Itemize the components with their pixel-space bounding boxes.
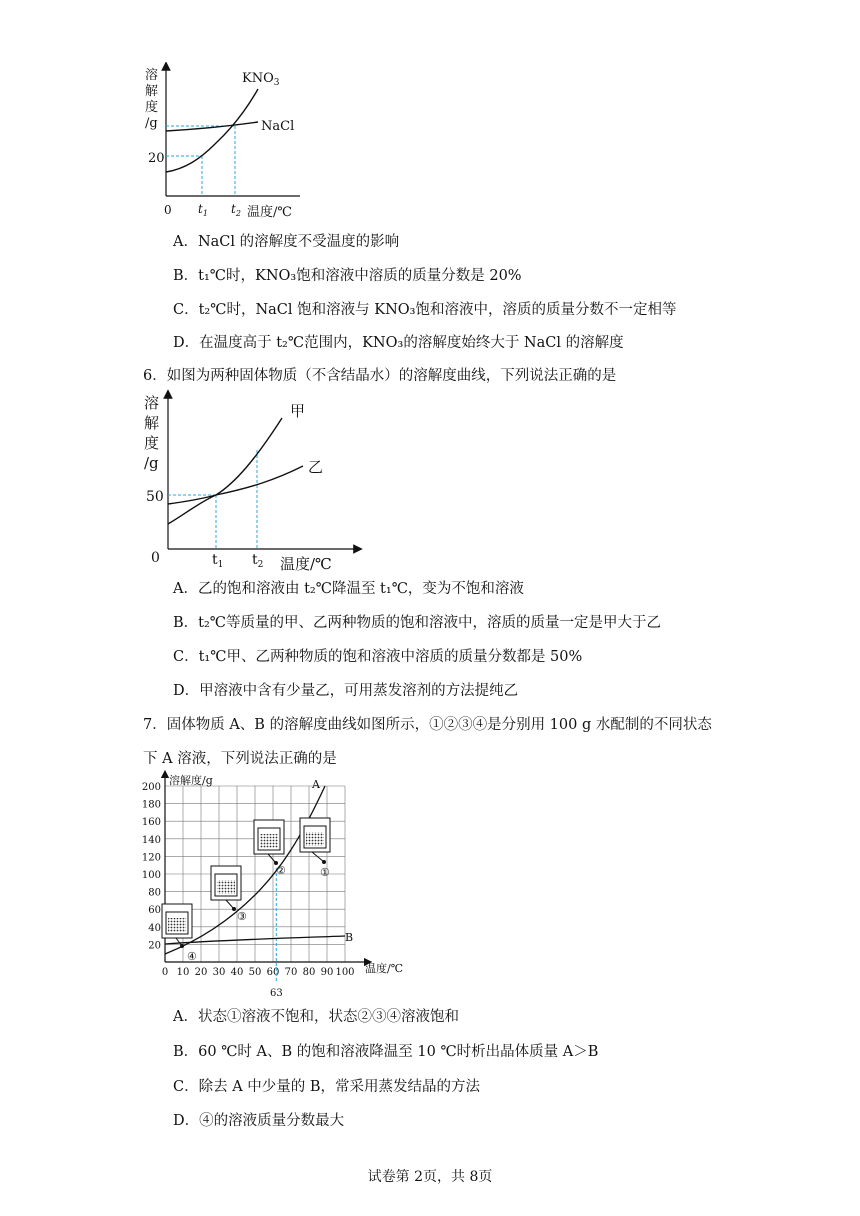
q6-option-a: A．乙的饱和溶液由 t₂℃降温至 t₁℃，变为不饱和溶液 (173, 581, 524, 597)
series-label-nacl: NaCl (261, 119, 295, 134)
q7-stem-line-2: 下 A 溶液，下列说法正确的是 (143, 751, 337, 767)
x-tick-label: 0 (161, 967, 169, 978)
q7-stem-line-1: 7．固体物质 A、B 的溶解度曲线如图所示，①②③④是分别用 100 g 水配制的不同状态 (143, 717, 712, 733)
y-tick-label: 160 (141, 817, 161, 829)
state-label-1: ① (320, 866, 330, 879)
y-axis-label-1: 溶 (144, 394, 160, 412)
q7-option-d: D．④的溶液质量分数最大 (173, 1113, 345, 1129)
figure-1-solubility-chart (140, 62, 310, 222)
y-axis-label-2: 解 (145, 84, 159, 99)
x-tick-label: 90 (320, 967, 334, 978)
y-tick-label: 60 (148, 905, 161, 917)
beaker-state-2 (254, 820, 286, 877)
q5-option-a: A．NaCl 的溶解度不受温度的影响 (173, 234, 400, 250)
y-tick-label: 100 (141, 870, 161, 881)
q7-option-b: B．60 ℃时 A、B 的饱和溶液降温至 10 ℃时析出晶体质量 A＞B (173, 1044, 599, 1060)
x-tick-label: 10 (176, 967, 190, 978)
x-tick-label: 60 (266, 967, 280, 978)
x-tick-label: 20 (194, 967, 208, 978)
q6-option-d: D．甲溶液中含有少量乙，可用蒸发溶剂的方法提纯乙 (173, 683, 519, 699)
q6-option-b: B．t₂℃等质量的甲、乙两种物质的饱和溶液中，溶质的质量一定是甲大于乙 (173, 615, 662, 631)
y-axis-label-3: 度 (145, 100, 159, 115)
y-tick-label: 20 (148, 940, 161, 952)
q7-option-a: A．状态①溶液不饱和，状态②③④溶液饱和 (173, 1009, 459, 1025)
beaker-state-3 (211, 866, 247, 923)
x-tick-label: 40 (230, 967, 244, 978)
jia-curve (168, 418, 282, 524)
q6-option-c: C．t₁℃甲、乙两种物质的饱和溶液中溶质的质量分数都是 50% (173, 649, 583, 665)
y-tick-20: 20 (148, 151, 165, 166)
x-axis-label: 温度/℃ (280, 555, 332, 573)
yi-curve (168, 466, 303, 504)
x-axis-label: 温度/℃ (365, 962, 404, 975)
y-tick-label: 140 (141, 834, 161, 846)
series-label-yi: 乙 (308, 458, 324, 476)
beaker-state-1 (300, 818, 330, 879)
page-footer: 试卷第 2页，共 8页 (367, 1169, 493, 1185)
origin-label: 0 (164, 203, 172, 217)
y-axis-label: 溶解度/g (169, 774, 213, 787)
y-axis-label-4: /g (145, 116, 158, 131)
series-label-a: A (312, 778, 320, 791)
state-label-3: ③ (237, 910, 247, 923)
x-tick-t2: $t_2$ (252, 552, 264, 570)
y-tick-label: 80 (148, 887, 161, 899)
state-label-2: ② (276, 864, 286, 877)
figure-2-solubility-chart (140, 388, 370, 576)
series-label-jia: 甲 (290, 402, 306, 420)
x-axis-label: 温度/℃ (247, 205, 292, 220)
x-tick-t1: $t_1$ (212, 552, 224, 570)
x-tick-label: 100 (335, 967, 355, 978)
x-tick-label: 80 (302, 967, 316, 978)
y-axis-label-2: 解 (144, 414, 160, 432)
y-tick-labels (142, 782, 161, 951)
x-tick-t1: $t_1$ (198, 202, 208, 218)
figure-3-solubility-chart (140, 770, 420, 1004)
q7-option-c: C．除去 A 中少量的 B，常采用蒸发结晶的方法 (173, 1079, 481, 1095)
q6-stem: 6．如图为两种固体物质（不含结晶水）的溶解度曲线，下列说法正确的是 (143, 368, 617, 384)
x-tick-label: 30 (212, 967, 226, 978)
series-label-b: B (345, 931, 354, 944)
x-tick-t2: $t_2$ (231, 202, 241, 218)
x-tick-63: 63 (270, 988, 283, 999)
q5-option-b: B．t₁℃时，KNO₃饱和溶液中溶质的质量分数是 20% (173, 268, 522, 284)
x-tick-label: 50 (248, 967, 262, 978)
origin-label: 0 (151, 550, 160, 566)
y-axis-label-3: 度 (144, 434, 160, 452)
x-tick-label: 70 (284, 967, 298, 978)
beaker-state-4 (162, 904, 197, 963)
y-tick-label: 180 (141, 799, 161, 811)
state-label-4: ④ (187, 950, 197, 963)
y-axis-label-1: 溶 (145, 68, 159, 83)
y-axis-label-4: /g (144, 454, 159, 472)
y-tick-50: 50 (146, 489, 164, 505)
y-tick-label: 200 (141, 782, 161, 793)
q5-option-d: D．在温度高于 t₂℃范围内，KNO₃的溶解度始终大于 NaCl 的溶解度 (173, 335, 624, 351)
x-tick-labels (162, 967, 355, 978)
y-tick-label: 40 (148, 922, 161, 934)
y-tick-label: 120 (141, 852, 161, 864)
q5-option-c: C．t₂℃时，NaCl 饱和溶液与 KNO₃饱和溶液中，溶质的质量分数不一定相等 (173, 302, 677, 318)
series-label-kno3: $KNO_3$ (242, 71, 280, 88)
